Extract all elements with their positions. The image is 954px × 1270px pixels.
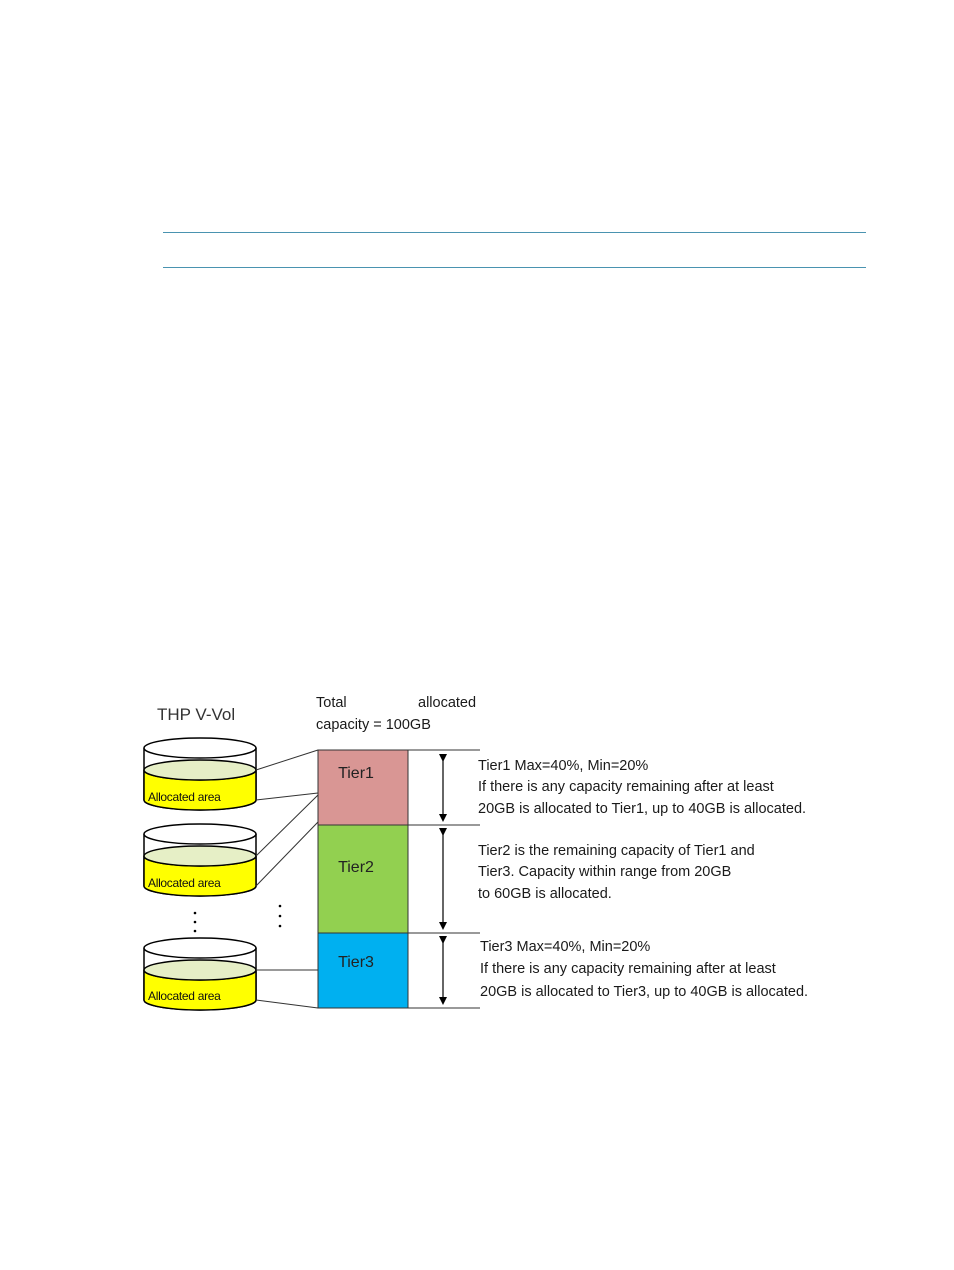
boundary-lines: [408, 750, 480, 1008]
tier3-description-line-2: If there is any capacity remaining after at least: [480, 961, 776, 977]
tier1-block: [318, 750, 408, 825]
tier3-description-line-1: Tier3 Max=40%, Min=20%: [480, 939, 651, 955]
cylinder-3-label: Allocated area: [148, 989, 221, 1003]
tier1-description-line-1: Tier1 Max=40%, Min=20%: [478, 758, 649, 774]
tier3-description-line-3: 20GB is allocated to Tier3, up to 40GB is allocated.: [480, 984, 809, 1000]
vertical-ellipsis-left: [194, 912, 197, 933]
total-capacity-word-allocated: allocated: [418, 695, 477, 711]
tier2-description-line-1: Tier2 is the remaining capacity of Tier1 and: [478, 843, 755, 859]
cylinder-2-label: Allocated area: [148, 876, 221, 890]
tier1-label: Tier1: [338, 765, 374, 782]
total-capacity-word-total: Total: [316, 695, 347, 711]
cylinder-1-label: Allocated area: [148, 790, 221, 804]
tier1-description-line-2: If there is any capacity remaining after at least: [478, 779, 774, 795]
tier2-description-line-2: Tier3. Capacity within range from 20GB: [478, 864, 732, 880]
tier2-description-line-3: to 60GB is allocated.: [478, 886, 612, 902]
vertical-ellipsis-middle: [279, 905, 282, 928]
tier1-description-line-3: 20GB is allocated to Tier1, up to 40GB is allocated.: [478, 801, 807, 817]
tier2-block: [318, 825, 408, 933]
tier3-label: Tier3: [338, 954, 374, 971]
connector-lines: [256, 750, 318, 1008]
tier2-label: Tier2: [338, 859, 374, 876]
diagram-title: THP V-Vol: [157, 705, 236, 724]
total-capacity-value: capacity = 100GB: [316, 717, 431, 733]
